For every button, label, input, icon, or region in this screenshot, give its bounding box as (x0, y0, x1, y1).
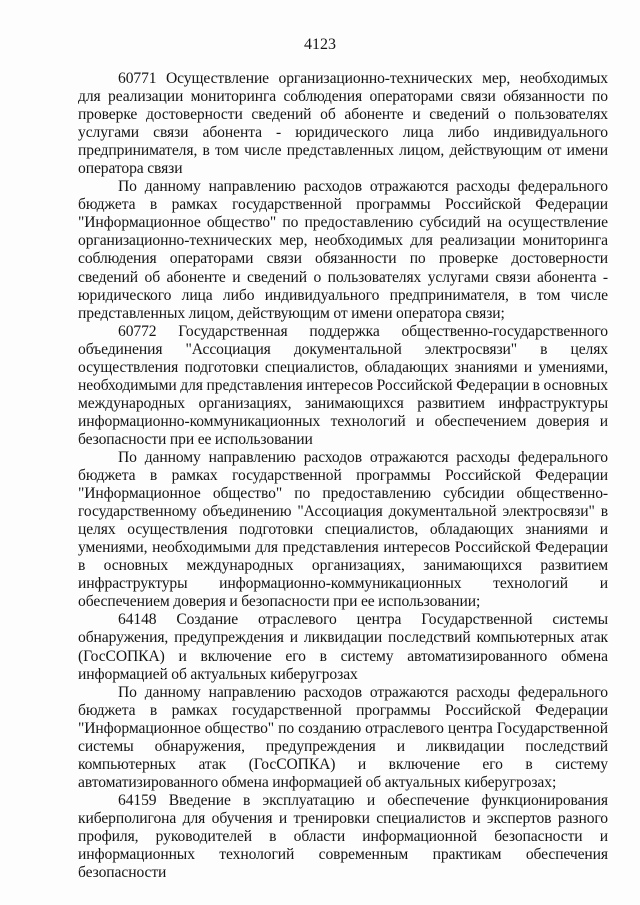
paragraph-60771-heading: 60771 Осуществление организационно-технических мер, необходимых для реализации мониторинга соблюдения операторами связи обязанности по проверке достоверности сведений об абоненте и сведений о пользователях услугами связи абонента - юридического лица либо индивидуального предпринимателя, в том числе представленных лицом, действующим от имени оператора связи (78, 70, 608, 178)
paragraph-60772-heading: 60772 Государственная поддержка общественно-государственного объединения "Ассоциация документальной электросвязи" в целях осуществления подготовки специалистов, обладающих знаниями и умениями, необходимыми для представления интересов Российской Федерации в основных международных организациях, занимающихся развитием инфраструктуры информационно-коммуникационных технологий и обеспечением доверия и безопасности при ее использовании (78, 322, 608, 448)
document-body (78, 70, 608, 882)
paragraph-64148-heading: 64148 Создание отраслевого центра Государственной системы обнаружения, предупреждения и ликвидации последствий компьютерных атак (ГосСОПКА) и включение его в систему автоматизированного обмена информацией об актуальных киберугрозах (78, 611, 608, 683)
page-number: 4123 (304, 36, 336, 53)
paragraph-60772-description: По данному направлению расходов отражаются расходы федерального бюджета в рамках государственной программы Российской Федерации "Информационное общество" по предоставлению субсидии общественно-государственному объединению "Ассоциация документальной электросвязи" в целях осуществления подготовки специалистов, обладающих знаниями и умениями, необходимыми для представления интересов Российской Федерации в основных международных организациях, занимающихся развитием инфраструктуры информационно-коммуникационных технологий и обеспечением доверия и безопасности при ее использовании; (78, 448, 608, 611)
paragraph-64159-heading: 64159 Введение в эксплуатацию и обеспечение функционирования киберполигона для обучения и тренировки специалистов и экспертов разного профиля, руководителей в области информационной безопасности и информационных технологий современным практикам обеспечения безопасности (78, 791, 608, 882)
paragraph-64148-description: По данному направлению расходов отражаются расходы федерального бюджета в рамках государственной программы Российской Федерации "Информационное общество" по созданию отраслевого центра Государственной системы обнаружения, предупреждения и ликвидации последствий компьютерных атак (ГосСОПКА) и включение его в систему автоматизированного обмена информацией об актуальных киберугрозах; (78, 683, 608, 791)
paragraph-60771-description: По данному направлению расходов отражаются расходы федерального бюджета в рамках государственной программы Российской Федерации "Информационное общество" по предоставлению субсидий на осуществление организационно-технических мер, необходимых для реализации мониторинга соблюдения операторами связи обязанности по проверке достоверности сведений об абоненте и сведений о пользователях услугами связи абонента - юридического лица либо индивидуального предпринимателя, в том числе представленных лицом, действующим от имени оператора связи; (78, 178, 608, 322)
